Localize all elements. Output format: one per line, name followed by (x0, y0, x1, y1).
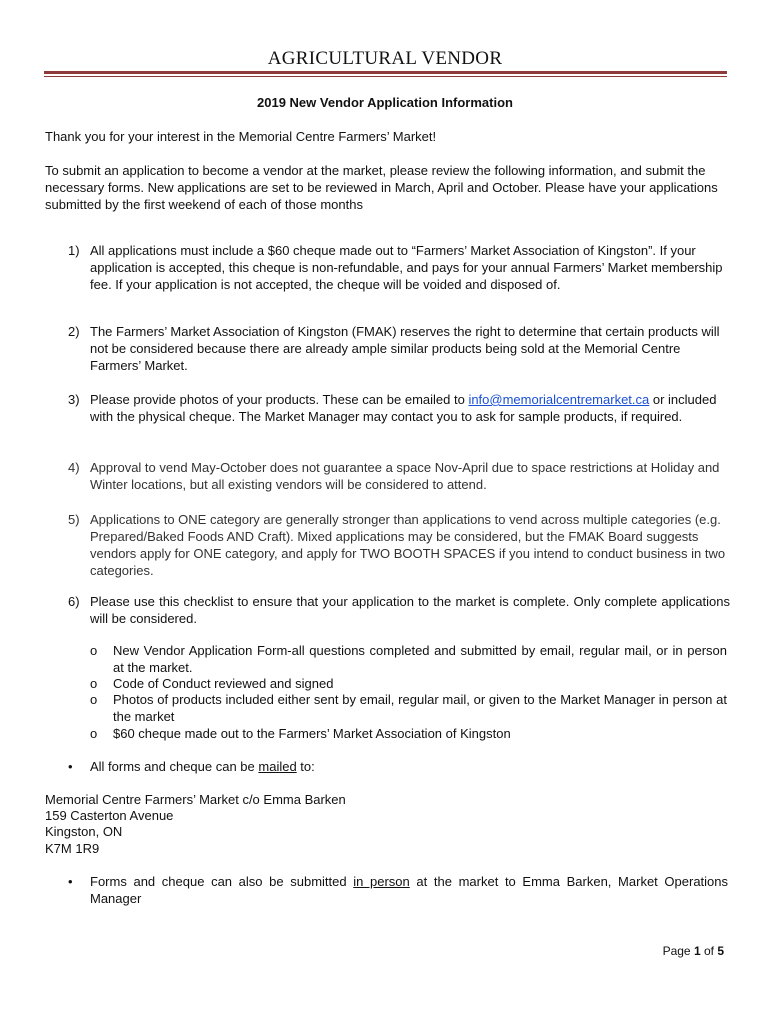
mail-text-before: All forms and cheque can be (90, 759, 259, 774)
item-number: 2) (68, 324, 80, 339)
address-line: K7M 1R9 (45, 841, 100, 856)
checklist-item: Code of Conduct reviewed and signed (113, 676, 334, 691)
mail-instructions (90, 758, 728, 775)
page-current: 1 (693, 944, 701, 958)
checklist-marker: o (90, 692, 98, 707)
item-text-after: or included with the physical cheque. The Market Manager may contact you to ask for sample products, if required. (90, 392, 717, 424)
person-text-after: at the market to Emma Barken, Market Operations Manager (90, 874, 729, 906)
item-number: 3) (68, 392, 80, 407)
item-text: Please use this checklist to ensure that your application to the market is complete. Only complete applications will be considered. (90, 594, 730, 626)
page-word: Page (662, 944, 694, 958)
item-number: 6) (68, 594, 80, 609)
item-text-with-email (90, 391, 730, 425)
bullet-marker: • (68, 759, 73, 774)
checklist-item: $60 cheque made out to the Farmers’ Market Association of Kingston (113, 726, 511, 741)
document-header-title: AGRICULTURAL VENDOR (267, 48, 503, 69)
item-text: The Farmers’ Market Association of Kingston (FMAK) reserves the right to determine that certain products will not be considered because there are already ample similar products being sold at the Memorial Centre Farmers’ Market. (90, 324, 720, 373)
header-rule-thin (44, 76, 727, 77)
in-person-instructions (90, 873, 728, 907)
checklist-item: Photos of products included either sent by email, regular mail, or given to the Market Manager in person at the market (113, 692, 727, 724)
item-text: Approval to vend May-October does not guarantee a space Nov-April due to space restrictions at Holiday and Winter locations, but all existing vendors will be considered to attend. (90, 460, 720, 492)
mail-text-after: to: (296, 759, 315, 774)
header-rule-thick (44, 71, 727, 74)
intro-submit: To submit an application to become a vendor at the market, please review the following information, and submit the necessary forms. New applications are set to be reviewed in March, April and October. Please have your applications submitted by the first weekend of each of those months (45, 163, 718, 212)
page-total: 5 (717, 944, 724, 958)
email-link[interactable]: info@memorialcentremarket.ca (468, 392, 650, 407)
item-number: 1) (68, 243, 80, 258)
of-word: of (700, 944, 718, 958)
item-number: 4) (68, 460, 80, 475)
item-number: 5) (68, 512, 80, 527)
address-line: 159 Casterton Avenue (45, 808, 174, 823)
person-text-before: Forms and cheque can also be submitted (90, 874, 354, 889)
intro-thanks: Thank you for your interest in the Memorial Centre Farmers’ Market! (45, 129, 437, 144)
address-line: Kingston, ON (45, 824, 123, 839)
item-text: Applications to ONE category are generally stronger than applications to vend across multiple categories (e.g. Prepared/Baked Foods AND Craft). Mixed applications may be considered, but the FMAK Board suggests vendors apply for ONE category, and apply for TWO BOOTH SPACES if you intend to conduct business in two categories. (90, 512, 726, 578)
document-subtitle: 2019 New Vendor Application Information (257, 95, 513, 110)
checklist-marker: o (90, 726, 98, 741)
item-text: All applications must include a $60 cheque made out to “Farmers’ Market Association of Kingston”. If your application is accepted, this cheque is non-refundable, and pays for your annual Farmers’ Market membership fee. If your application is not accepted, the cheque will be voided and disposed of. (90, 243, 723, 292)
page-number-footer (663, 944, 724, 958)
in-person-underlined: in person (353, 874, 410, 889)
checklist-marker: o (90, 643, 98, 658)
bullet-marker: • (68, 874, 73, 889)
checklist-marker: o (90, 676, 98, 691)
mailed-underlined: mailed (258, 759, 297, 774)
checklist-item: New Vendor Application Form-all questions completed and submitted by email, regular mail, or in person at the market. (113, 643, 727, 675)
address-line: Memorial Centre Farmers’ Market c/o Emma Barken (45, 792, 346, 807)
item-text-before: Please provide photos of your products. These can be emailed to (90, 392, 469, 407)
